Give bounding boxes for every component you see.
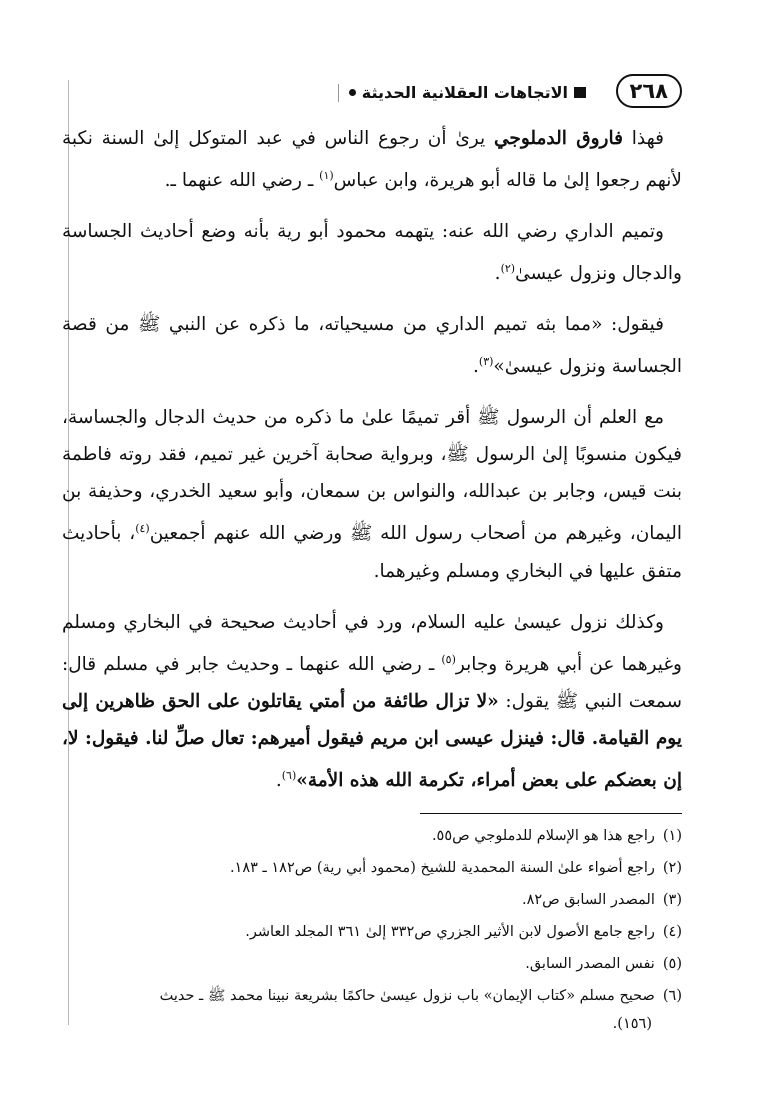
header-tick (338, 84, 339, 102)
footnote-separator (420, 813, 682, 814)
footnote-ref: (٣) (478, 355, 494, 369)
paragraph-5: وكذلك نزول عيسىٰ عليه السلام، ورد في أحاديث صحيحة في البخاري ومسلم وغيرهما عن أبي هريرة وجابر$^{(٥)}$ ـ رضي الله عنهما ـ وحديث جابر في مسلم قال: سمعت النبي ﷺ يقول: «لا تزال طائفة من أمتي يقاتلون على الحق ظاهرين إلى يوم القيامة. قال: فينزل عيسى ابن مريم فيقول أميرهم: تعال صلِّ لنا. فيقول: لا، إن بعضكم على بعض أمراء، تكرمة الله هذه الأمة»$^{(٦)}$. (62, 611, 683, 791)
footnote-ref: (٦) (281, 768, 297, 782)
header-block-ornament (574, 87, 586, 98)
footnote-ref: (١) (319, 169, 334, 182)
main-text (62, 120, 682, 1034)
footnote-5: (٥)نفس المصدر السابق. (525, 955, 682, 972)
page-header (62, 70, 682, 114)
bold-name: فاروق الدملوجي (493, 128, 623, 149)
footnote-3: (٣)المصدر السابق ص٨٢. (521, 891, 682, 908)
paragraph-2: وتميم الداري رضي الله عنه: يتهمه محمود أبو رية بأنه وضع أحاديث الجساسة والدجال ونزول عيسىٰ$^{(٢)}$. (62, 221, 682, 285)
footnote-1: (١)راجع هذا هو الإسلام للدملوجي ص٥٥. (431, 827, 682, 844)
footnote-ref: (٢) (500, 262, 516, 276)
paragraph-1: فهذا فاروق الدملوجي يرىٰ أن رجوع الناس في عبد المتوكل إلىٰ السنة نكبة لأنهم رجعوا إلىٰ ما قاله أبو هريرة، وابن عباس$^{(١)}$ ـ رضي الله عنهما ـ. (62, 128, 682, 192)
page (62, 70, 682, 1046)
footnote-ref: (٤) (135, 522, 150, 536)
footnote-4: (٤)راجع جامع الأصول لابن الأثير الجزري ص٣٣٢ إلىٰ ٣٦١ المجلد العاشر. (245, 923, 682, 940)
hadith-quote: «لا تزال طائفة من أمتي يقاتلون على الحق ظاهرين إلى يوم القيامة. قال: فينزل عيسى ابن مريم فيقول أميرهم: تعال صلِّ لنا. فيقول: لا، إن بعضكم على بعض أمراء، تكرمة الله هذه الأمة» (62, 690, 682, 791)
footnote-6: (٦)صحيح مسلم «كتاب الإيمان» باب نزول عيسىٰ حاكمًا بشريعة نبينا محمد ﷺ ـ حديث (١٥٦). (62, 986, 682, 1034)
running-title: الاتجاهات العقلانية الحديثة (361, 83, 568, 102)
footnotes (62, 826, 682, 1034)
header-dot-ornament (349, 89, 356, 96)
paragraph-4: مع العلم أن الرسول ﷺ أقر تميمًا علىٰ ما ذكره من حديث الدجال والجساسة، فيكون منسوبًا إلىٰ الرسول ﷺ، وبرواية صحابة آخرين غير تميم، فقد روته فاطمة بنت قيس، وجابر بن عبدالله، والنواس بن سمعان، وأبو سعيد الخدري، وحذيفة بن اليمان، وغيرهم من أصحاب رسول الله ﷺ ورضي الله عنهم أجمعين$^{(٤)}$، بأحاديث متفق عليها في البخاري ومسلم وغيرهما. (62, 407, 682, 582)
footnote-2: (٢)راجع أضواء علىٰ السنة المحمدية للشيخ (محمود أبي رية) ص١٨٢ ـ ١٨٣. (229, 859, 682, 876)
footnote-continuation: (١٥٦). (612, 1015, 652, 1032)
paragraph-3: فيقول: «مما بثه تميم الداري من مسيحياته، ما ذكره عن النبي ﷺ من قصة الجساسة ونزول عيسىٰ»$^{(٣)}$. (62, 314, 682, 378)
page-number: ٢٦٨ (616, 74, 682, 108)
footnote-ref: (٥) (441, 652, 456, 666)
running-title-bar (62, 83, 586, 102)
